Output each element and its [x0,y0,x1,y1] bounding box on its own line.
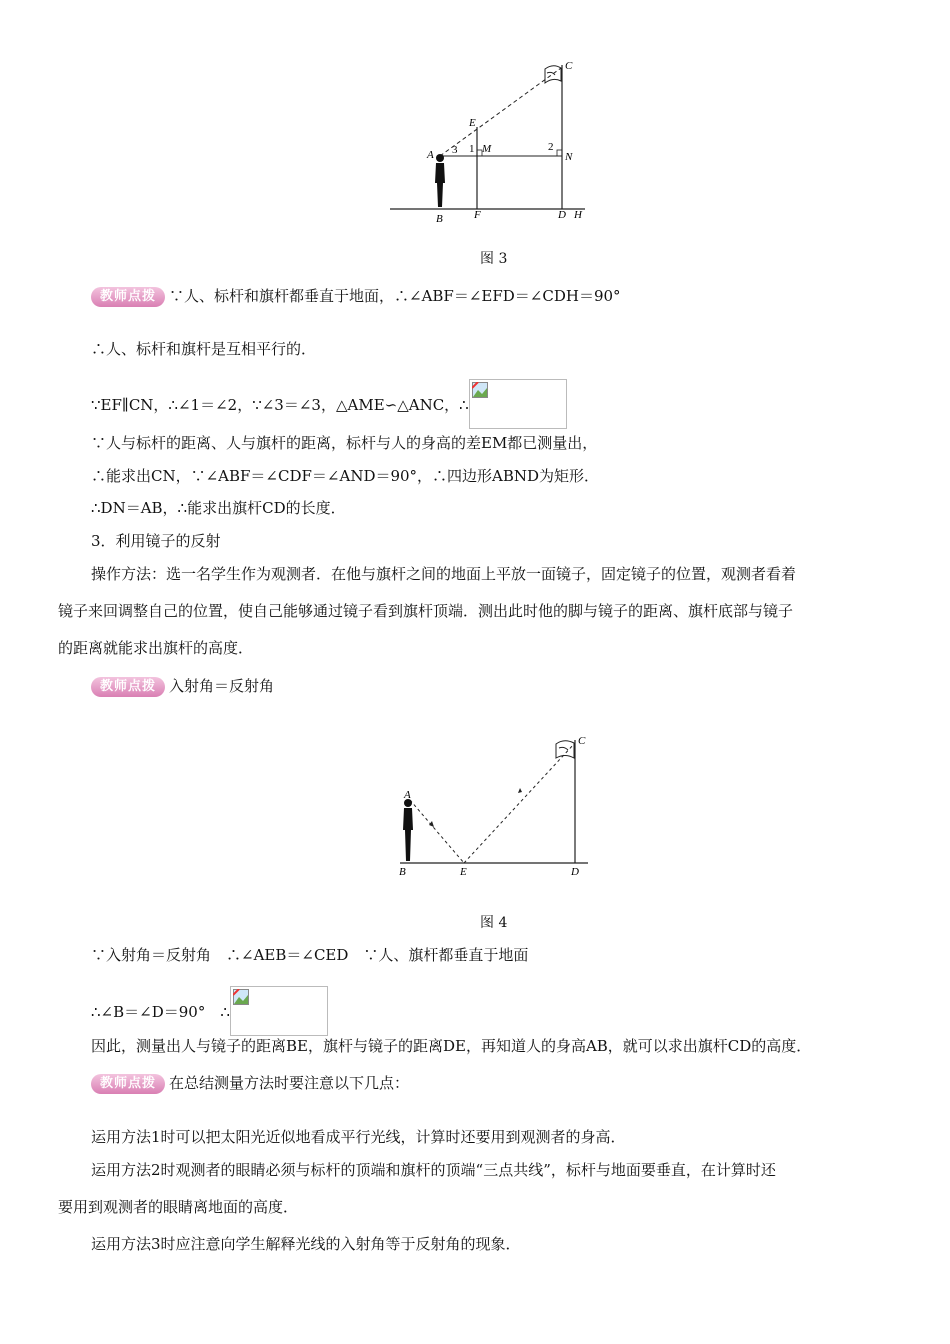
fig4-label-B: B [399,866,406,878]
text-line-12: ∵入射角＝反射角 ∴∠AEB＝∠CED ∵人、旗杆都垂直于地面 [91,946,529,964]
fig3-label-D: D [558,209,566,221]
fig3-angle-1: 1 [469,143,475,155]
fig3-label-E: E [469,117,476,129]
text-line-11: 教师点拨 入射角＝反射角 [91,675,274,697]
text-line-4: ∵人与标杆的距离、人与旗杆的距离，标杆与人的身高的差EM都已测量出， [91,434,598,452]
text-line-3: ∵EF∥CN，∴∠1＝∠2，∵∠3＝∠3，△AME∽△ANC，∴ [91,381,567,431]
text-line-13: ∴∠B＝∠D＝90° ∴ [91,988,328,1038]
fig3-label-M: M [482,143,492,155]
fig4-label-D: D [571,866,579,878]
figure-4-caption: 图 4 [480,915,508,931]
fig3-label-A: A [427,149,434,161]
text-line-17: 运用方法2时观测者的眼睛必须与标杆的顶端和旗杆的顶端“三点共线”，标杆与地面要垂直，在计算时还 [91,1161,776,1179]
fig4-label-C: C [578,735,586,747]
teacher-tip-badge: 教师点拨 [91,1074,165,1094]
fig4-label-E: E [460,866,467,878]
text-line-5: ∴能求出CN，∵∠ABF＝∠CDF＝∠AND＝90°，∴四边形ABND为矩形． [91,467,600,485]
fig3-label-B: B [436,213,443,225]
broken-image-icon [233,989,249,1005]
fig3-label-C: C [565,60,573,72]
formula-image-placeholder [469,379,567,429]
fig3-angle-3: 3 [452,144,458,156]
text-line-15: 教师点拨 在总结测量方法时要注意以下几点： [91,1072,409,1094]
figure-3-caption: 图 3 [480,251,508,267]
section-heading-3: 3．利用镜子的反射 [91,532,221,550]
fig3-angle-2: 2 [548,141,554,153]
text-line-6: ∴DN＝AB，∴能求出旗杆CD的长度． [91,499,346,517]
text-line-10: 的距离就能求出旗杆的高度． [58,639,254,657]
text-line-2: ∴人、标杆和旗杆是互相平行的． [91,340,317,358]
figure-3-diagram [385,55,595,225]
text-line-14: 因此，测量出人与镜子的距离BE，旗杆与镜子的距离DE，再知道人的身高AB，就可以求出旗杆CD的高度． [91,1037,812,1055]
fig4-label-A: A [404,789,411,801]
broken-image-icon [472,382,488,398]
figure-4-diagram [390,730,600,880]
text-line-19: 运用方法3时应注意向学生解释光线的入射角等于反射角的现象． [91,1235,521,1253]
fig3-label-F: F [474,209,481,221]
text-line-1: 教师点拨 ∵人、标杆和旗杆都垂直于地面，∴∠ABF＝∠EFD＝∠CDH＝90° [91,285,621,307]
fig3-label-N: N [565,151,573,163]
teacher-tip-badge: 教师点拨 [91,287,165,307]
fig3-label-H: H [574,209,582,221]
text-line-16: 运用方法1时可以把太阳光近似地看成平行光线，计算时还要用到观测者的身高． [91,1128,626,1146]
text-line-8: 操作方法：选一名学生作为观测者．在他与旗杆之间的地面上平放一面镜子，固定镜子的位置，观测者看着 [91,565,797,583]
formula-image-placeholder [230,986,328,1036]
teacher-tip-badge: 教师点拨 [91,677,165,697]
text-line-18: 要用到观测者的眼睛离地面的高度． [58,1198,299,1216]
text-line-9: 镜子来回调整自己的位置，使自己能够通过镜子看到旗杆顶端．测出此时他的脚与镜子的距离、旗杆底部与镜子 [58,602,794,620]
